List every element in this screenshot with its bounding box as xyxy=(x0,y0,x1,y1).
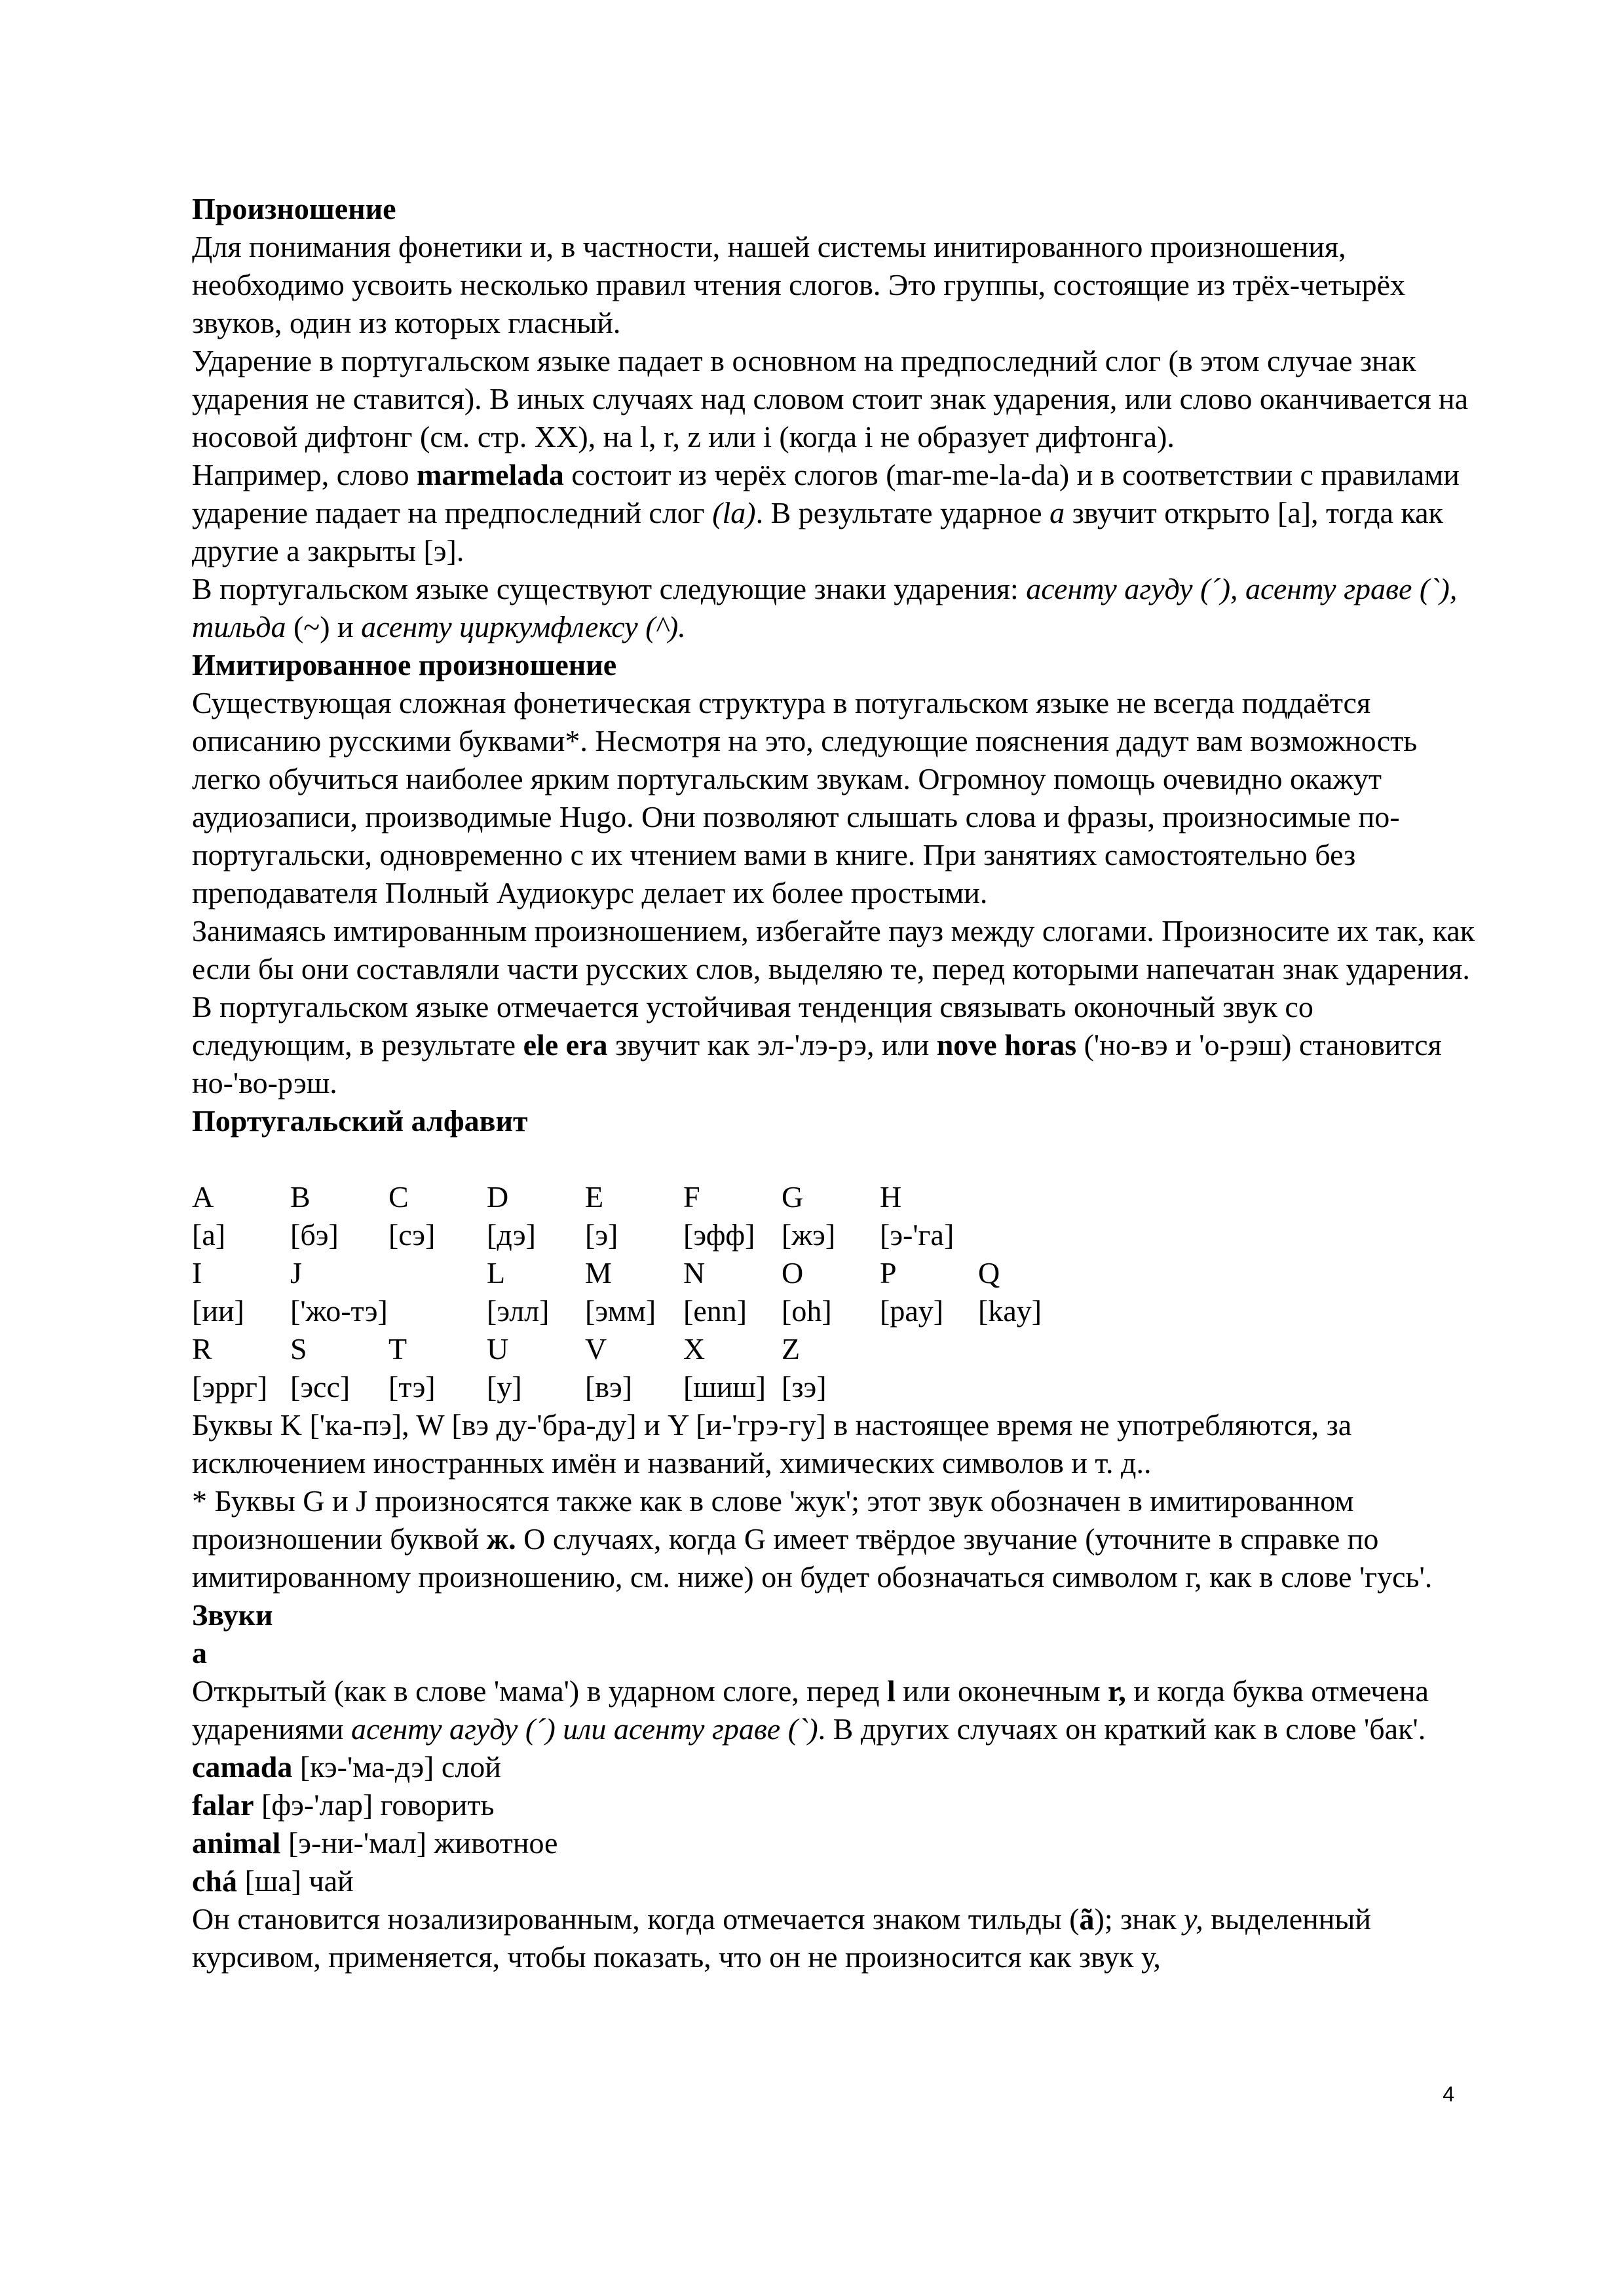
example-word: chá xyxy=(192,1864,237,1898)
alphabet-letter-row xyxy=(192,1330,1076,1368)
alphabet-letter-row xyxy=(192,1178,1076,1216)
italic-run: (la) xyxy=(712,496,756,529)
example-transcription: [фэ-'лар] говорить xyxy=(254,1788,495,1822)
alphabet-letter: R xyxy=(192,1332,212,1366)
bold-letter-zh: ж. xyxy=(486,1522,516,1556)
alphabet-pronunciation: [эррг] xyxy=(192,1370,268,1404)
alphabet-pronunciation: [шиш] xyxy=(683,1370,766,1404)
text-run: Он становится нозализированным, когда отмечается знаком тильды ( xyxy=(192,1902,1080,1936)
example-list xyxy=(192,1748,1476,1900)
alphabet-pronunciation: ['жо-тэ] xyxy=(290,1294,388,1328)
paragraph-stress-rules: Ударение в португальском языке падает в основном на предпоследний слог (в этом случае знак ударения не ставится). В иных случаях над словом стоит знак ударения, или слово оканчивается на носовой дифтонг (см. стр. XX), на l, r, z или i (когда i не образует дифтонга). xyxy=(192,344,1469,453)
alphabet-letter-row xyxy=(192,1254,1076,1292)
text-run: Например, слово xyxy=(192,458,417,491)
spacer xyxy=(192,1140,1476,1178)
example-entry xyxy=(192,1862,1476,1900)
paragraph-phonetics-intro: Для понимания фонетики и, в частности, нашей системы инитированного произношения, необходимо усвоить несколько правил чтения слогов. Это группы, состоящие из трёх-четырёх звуков, один из которых гласный. xyxy=(192,230,1406,339)
text-run: В португальском языке существуют следующие знаки ударения: xyxy=(192,572,1027,605)
alphabet-letter: O xyxy=(782,1256,804,1290)
italic-run: у, xyxy=(1184,1902,1203,1936)
text-run: О случаях, когда G имеет твёрдое звучание (уточните в справке по имитированному произношению, см. ниже) он будет обозначаться символом г, как в слове 'гусь'. xyxy=(192,1522,1433,1594)
italic-run: a xyxy=(1049,496,1065,529)
alphabet-pronunciation: [зэ] xyxy=(782,1370,827,1404)
alphabet-letter: L xyxy=(487,1256,506,1290)
text-run: состоит из черёх слогов (mar-me-la-da) и в соответствии с правилами ударение падает на предпоследний слог xyxy=(192,458,1460,529)
alphabet-letter: S xyxy=(290,1332,307,1366)
text-run: ('но-вэ и 'о-рэш) становится но-'во-рэш. xyxy=(192,1028,1442,1100)
text-run: звучит открыто [а], тогда как другие а закрыты [э]. xyxy=(192,496,1443,567)
alphabet-letter: C xyxy=(388,1180,409,1214)
heading-portuguese-alphabet: Португальский алфавит xyxy=(192,1104,528,1138)
text-run: * Буквы G и J произносятся также как в слове 'жук'; этот звук обозначен в имитированном произношении буквой xyxy=(192,1484,1354,1556)
alphabet-pronunciation: [элл] xyxy=(487,1294,550,1328)
italic-run: асенту агуду (´) или асенту граве (`) xyxy=(350,1712,818,1746)
heading-imitated-pronunciation: Имитированное произношение xyxy=(192,648,617,681)
alphabet-letter: M xyxy=(585,1256,612,1290)
alphabet-pronunciation-row xyxy=(192,1368,1076,1406)
alphabet-letter: Q xyxy=(978,1256,1000,1290)
alphabet-letter: E xyxy=(585,1180,604,1214)
alphabet-pronunciation xyxy=(978,1368,1076,1406)
heading-sounds: Звуки xyxy=(192,1598,273,1632)
alphabet-pronunciation xyxy=(880,1368,978,1406)
alphabet-pronunciation: [kay] xyxy=(978,1294,1042,1328)
alphabet-pronunciation: [дэ] xyxy=(487,1218,536,1252)
example-phrase-ele-era: ele era xyxy=(523,1028,608,1062)
alphabet-letter: I xyxy=(192,1256,202,1290)
alphabet-pronunciation: [эсс] xyxy=(290,1370,350,1404)
paragraph-marmelada-example xyxy=(192,456,1476,570)
alphabet-letter xyxy=(880,1330,978,1368)
paragraph-accent-marks xyxy=(192,570,1476,646)
alphabet-pronunciation: [ии] xyxy=(192,1294,244,1328)
alphabet-pronunciation: [oh] xyxy=(782,1294,832,1328)
alphabet-letter: A xyxy=(192,1180,214,1214)
alphabet-letter xyxy=(978,1178,1076,1216)
example-transcription: [кэ-'ма-дэ] слой xyxy=(292,1750,501,1784)
alphabet-letter: B xyxy=(290,1180,311,1214)
page-content xyxy=(192,190,1476,1976)
alphabet-pronunciation: [э-'га] xyxy=(880,1218,954,1252)
example-transcription: [ша] чай xyxy=(237,1864,354,1898)
paragraph-open-a xyxy=(192,1672,1476,1748)
alphabet-pronunciation xyxy=(978,1216,1076,1254)
alphabet-pronunciation: [эфф] xyxy=(683,1218,755,1252)
alphabet-table-body xyxy=(192,1178,1076,1406)
heading-pronunciation: Произношение xyxy=(192,192,396,225)
bold-letter-a-tilde: ã xyxy=(1079,1902,1095,1936)
italic-run: асенту агуду (´), асенту граве (`), тильда xyxy=(192,572,1458,643)
paragraph-unused-letters: Буквы K ['ка-пэ], W [вэ ду-'бра-ду] и Y [и-'грэ-гу] в настоящее время не употребляются, за исключением иностранных имён и названий, химических символов и т. д.. xyxy=(192,1408,1352,1480)
example-phrase-nove-horas: nove horas xyxy=(936,1028,1077,1062)
text-run: и когда буква отмечена ударениями xyxy=(192,1674,1429,1746)
alphabet-pronunciation: [а] xyxy=(192,1218,226,1252)
example-entry xyxy=(192,1748,1476,1786)
text-run: (~) и xyxy=(286,610,362,643)
alphabet-pronunciation: [enn] xyxy=(683,1294,747,1328)
page-number: 4 xyxy=(1443,2082,1454,2106)
alphabet-letter: D xyxy=(487,1180,509,1214)
alphabet-pronunciation: [жэ] xyxy=(782,1218,836,1252)
text-run: выделенный курсивом, применяется, чтобы показать, что он не произносится как звук у, xyxy=(192,1902,1371,1974)
text-run: Открытый (как в слове 'мама') в ударном слоге, перед xyxy=(192,1674,888,1708)
heading-letter-a: a xyxy=(192,1636,207,1670)
example-word: animal xyxy=(192,1826,281,1860)
text-run: . В результате ударное xyxy=(755,496,1050,529)
bold-letter-r: r, xyxy=(1108,1674,1126,1708)
alphabet-pronunciation: [вэ] xyxy=(585,1370,633,1404)
example-word: camada xyxy=(192,1750,293,1784)
alphabet-letter xyxy=(388,1254,487,1292)
paragraph-nasal-a xyxy=(192,1900,1476,1976)
alphabet-letter: U xyxy=(487,1332,509,1366)
text-run: Занимаясь имтированным произношением, избегайте пауз между слогами. Произносите их так, как если бы они составляли части русских слов, выделяю те, перед которыми напечатан знак ударения. В португальском языке отмечается устойчивая тенденция связывать оконочный звук со следующим, в результате xyxy=(192,914,1475,1062)
alphabet-table xyxy=(192,1178,1076,1406)
alphabet-pronunciation: [бэ] xyxy=(290,1218,339,1252)
alphabet-letter: J xyxy=(290,1256,302,1290)
alphabet-letter: G xyxy=(782,1180,804,1214)
example-word: falar xyxy=(192,1788,254,1822)
alphabet-letter xyxy=(978,1330,1076,1368)
alphabet-pronunciation xyxy=(388,1292,487,1330)
alphabet-letter: N xyxy=(683,1256,706,1290)
text-run: . В других случаях он краткий как в слове 'бак'. xyxy=(818,1712,1426,1746)
paragraph-syllable-linking xyxy=(192,912,1476,1102)
alphabet-letter: V xyxy=(585,1332,607,1366)
alphabet-pronunciation: [у] xyxy=(487,1370,522,1404)
paragraph-imitated-intro: Существующая сложная фонетическая структура в потугальском языке не всегда поддаётся описанию русскими буквами*. Несмотря на это, следующие пояснения дадут вам возможность легко обучиться наиболее ярким португальским звукам. Огромноу помощь очевидно окажут аудиозаписи, производимые Hugo. Они позволяют слышать слова и фразы, произносимые по-португальски, одновременно с их чтением вами в книге. При занятиях самостоятельно без преподавателя Полный Аудиокурс делает их более простыми. xyxy=(192,686,1418,909)
alphabet-letter: T xyxy=(388,1332,407,1366)
alphabet-pronunciation: [э] xyxy=(585,1218,618,1252)
alphabet-letter: F xyxy=(683,1180,700,1214)
text-run: звучит как эл-'лэ-рэ, или xyxy=(607,1028,937,1062)
alphabet-pronunciation-row xyxy=(192,1292,1076,1330)
example-entry xyxy=(192,1824,1476,1862)
alphabet-letter: Z xyxy=(782,1332,801,1366)
paragraph-g-j-note xyxy=(192,1482,1476,1596)
alphabet-letter: H xyxy=(880,1180,902,1214)
alphabet-pronunciation: [сэ] xyxy=(388,1218,436,1252)
example-word-marmelada: marmelada xyxy=(417,458,564,491)
alphabet-letter: P xyxy=(880,1256,897,1290)
alphabet-pronunciation: [тэ] xyxy=(388,1370,436,1404)
alphabet-pronunciation-row xyxy=(192,1216,1076,1254)
alphabet-letter: X xyxy=(683,1332,706,1366)
bold-letter-l: l xyxy=(887,1674,896,1708)
alphabet-pronunciation: [pay] xyxy=(880,1294,944,1328)
text-run: или оконечным xyxy=(895,1674,1108,1708)
text-run: ); знак xyxy=(1094,1902,1184,1936)
example-transcription: [э-ни-'мал] животное xyxy=(280,1826,558,1860)
example-entry xyxy=(192,1786,1476,1824)
italic-run: асенту циркумфлексу (^). xyxy=(361,610,686,643)
alphabet-pronunciation: [эмм] xyxy=(585,1294,656,1328)
